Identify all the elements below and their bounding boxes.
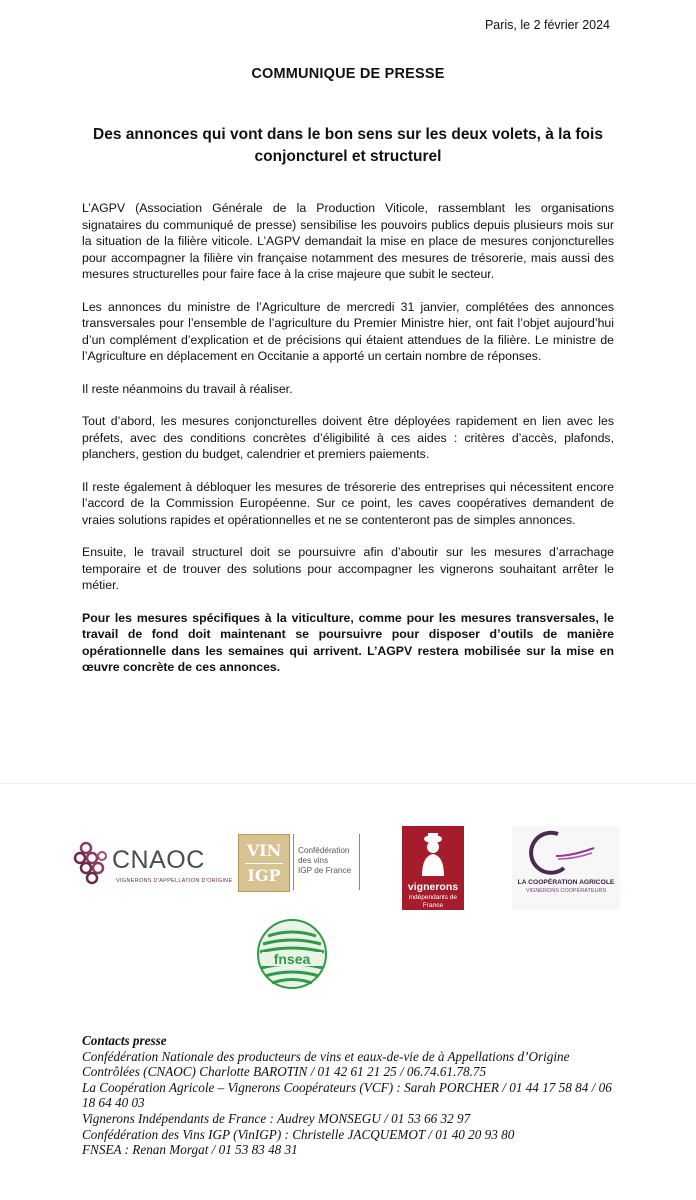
vigneron-figure-icon	[402, 826, 464, 880]
coop-logo-title: LA COOPÉRATION AGRICOLE	[517, 879, 615, 886]
contact-entry: Vignerons Indépendants de France : Audrey MONSEGU / 01 53 66 32 97	[82, 1110, 471, 1126]
press-contacts	[82, 1033, 622, 1158]
paragraph: Il reste néanmoins du travail à réaliser.	[82, 381, 293, 396]
document-subtitle: Des annonces qui vont dans le bon sens sur les deux volets, à la fois conjoncturel et structurel	[93, 126, 603, 165]
cnaoc-logo-tagline: VIGNERONS D'APPELLATION D'ORIGINE	[116, 878, 233, 884]
contact-entry: La Coopération Agricole – Vignerons Coopérateurs (VCF) : Sarah PORCHER / 01 44 17 58 84 / 06 18 64 40 03	[82, 1079, 612, 1111]
coop-logo-subtitle: VIGNERONS COOPÉRATEURS	[525, 888, 607, 894]
paragraph: Il reste également à débloquer les mesures de trésorerie des entreprises qui nécessitent encore l’accord de la Commission Européenne. Sur ce point, les caves coopératives demandent de vraies solutions rapides et opérationnelles et ne se contenteront pas de simples annonces.	[82, 479, 614, 527]
cnaoc-logo-wordmark: CNAOC	[112, 846, 205, 874]
vignerons-independants-logo	[402, 826, 464, 910]
vignerons-logo-title: vignerons	[407, 881, 459, 893]
vignerons-logo-subtitle: indépendants de France	[408, 894, 458, 909]
vinigp-logo	[238, 834, 362, 892]
cooperation-agricole-logo	[512, 826, 620, 910]
press-release-body	[82, 200, 614, 692]
vinigp-logo-mark	[238, 834, 290, 892]
contact-entry: Confédération des Vins IGP (VinIGP) : Christelle JACQUEMOT / 01 40 20 93 80	[82, 1126, 515, 1142]
paragraph: Ensuite, le travail structurel doit se poursuivre afin d’aboutir sur les mesures d’arrachage temporaire et de trouver des solutions pour accompagner les vignerons souhaitant arrêter le métier.	[82, 545, 614, 592]
fnsea-wordmark: fnsea	[273, 951, 311, 967]
document-title: COMMUNIQUE DE PRESSE	[251, 66, 445, 82]
paragraph: Les annonces du ministre de l’Agriculture de mercredi 31 janvier, complétées des annonces transversales pour l’ensemble de l’agriculture du Premier Ministre hier, ont fait l’objet aujourd’hui d’un complément d’explication et de précisions qui étaient attendues de la filière. Le ministre de l’Agriculture en déplacement en Occitanie a apporté un certain nombre de réponses.	[82, 299, 614, 363]
divider	[0, 783, 696, 784]
paragraph: Tout d’abord, les mesures conjoncturelles doivent être déployées rapidement en lien avec les préfets, avec des conditions concrètes d’éligibilité à ces aides : critères d’accès, plafonds, planchers, gestion du budget, calendrier et premiers paiements.	[82, 414, 614, 461]
conclusion-paragraph: Pour les mesures spécifiques à la viticulture, comme pour les mesures transversales, le travail de fond doit maintenant se poursuivre pour disposer d’outils de manière opérationnelle dans les semaines qui arrivent. L’AGPV restera mobilisée sur la mise en œuvre concrète de ces annonces.	[82, 610, 614, 674]
paragraph: L’AGPV (Association Générale de la Production Viticole, rassemblant les organisations signataires du communiqué de presse) sensibilise les pouvoirs publics depuis plusieurs mois sur la situation de la filière viticole. L’AGPV demandait la mise en place de mesures conjoncturelles pour accompagner la filière vin française notamment des mesures de trésorerie, mais aussi des mesures structurelles pour faire face à la crise majeure que subit le secteur.	[82, 201, 614, 281]
fnsea-emblem-icon	[256, 918, 328, 990]
cnaoc-logo	[72, 838, 233, 898]
contact-entry: FNSEA : Renan Morgat / 01 53 83 48 31	[82, 1142, 298, 1158]
vinigp-logo-bottom: IGP	[247, 866, 281, 885]
vinigp-logo-top: VIN	[246, 841, 282, 860]
document-date: Paris, le 2 février 2024	[484, 18, 610, 32]
vinigp-logo-text: Confédération des vins IGP de France	[298, 846, 352, 875]
fnsea-logo	[256, 918, 328, 990]
contact-entry: Confédération Nationale des producteurs de vins et eaux-de-vie de à Appellations d’Origine Contrôlées (CNAOC) Charlotte BAROTIN / 01 42 61 21 25 / 06.74.61.78.75	[82, 1048, 570, 1080]
cnaoc-grapes-icon	[72, 838, 112, 888]
cooperation-swirl-icon	[512, 826, 620, 878]
contacts-heading: Contacts presse	[82, 1033, 167, 1048]
